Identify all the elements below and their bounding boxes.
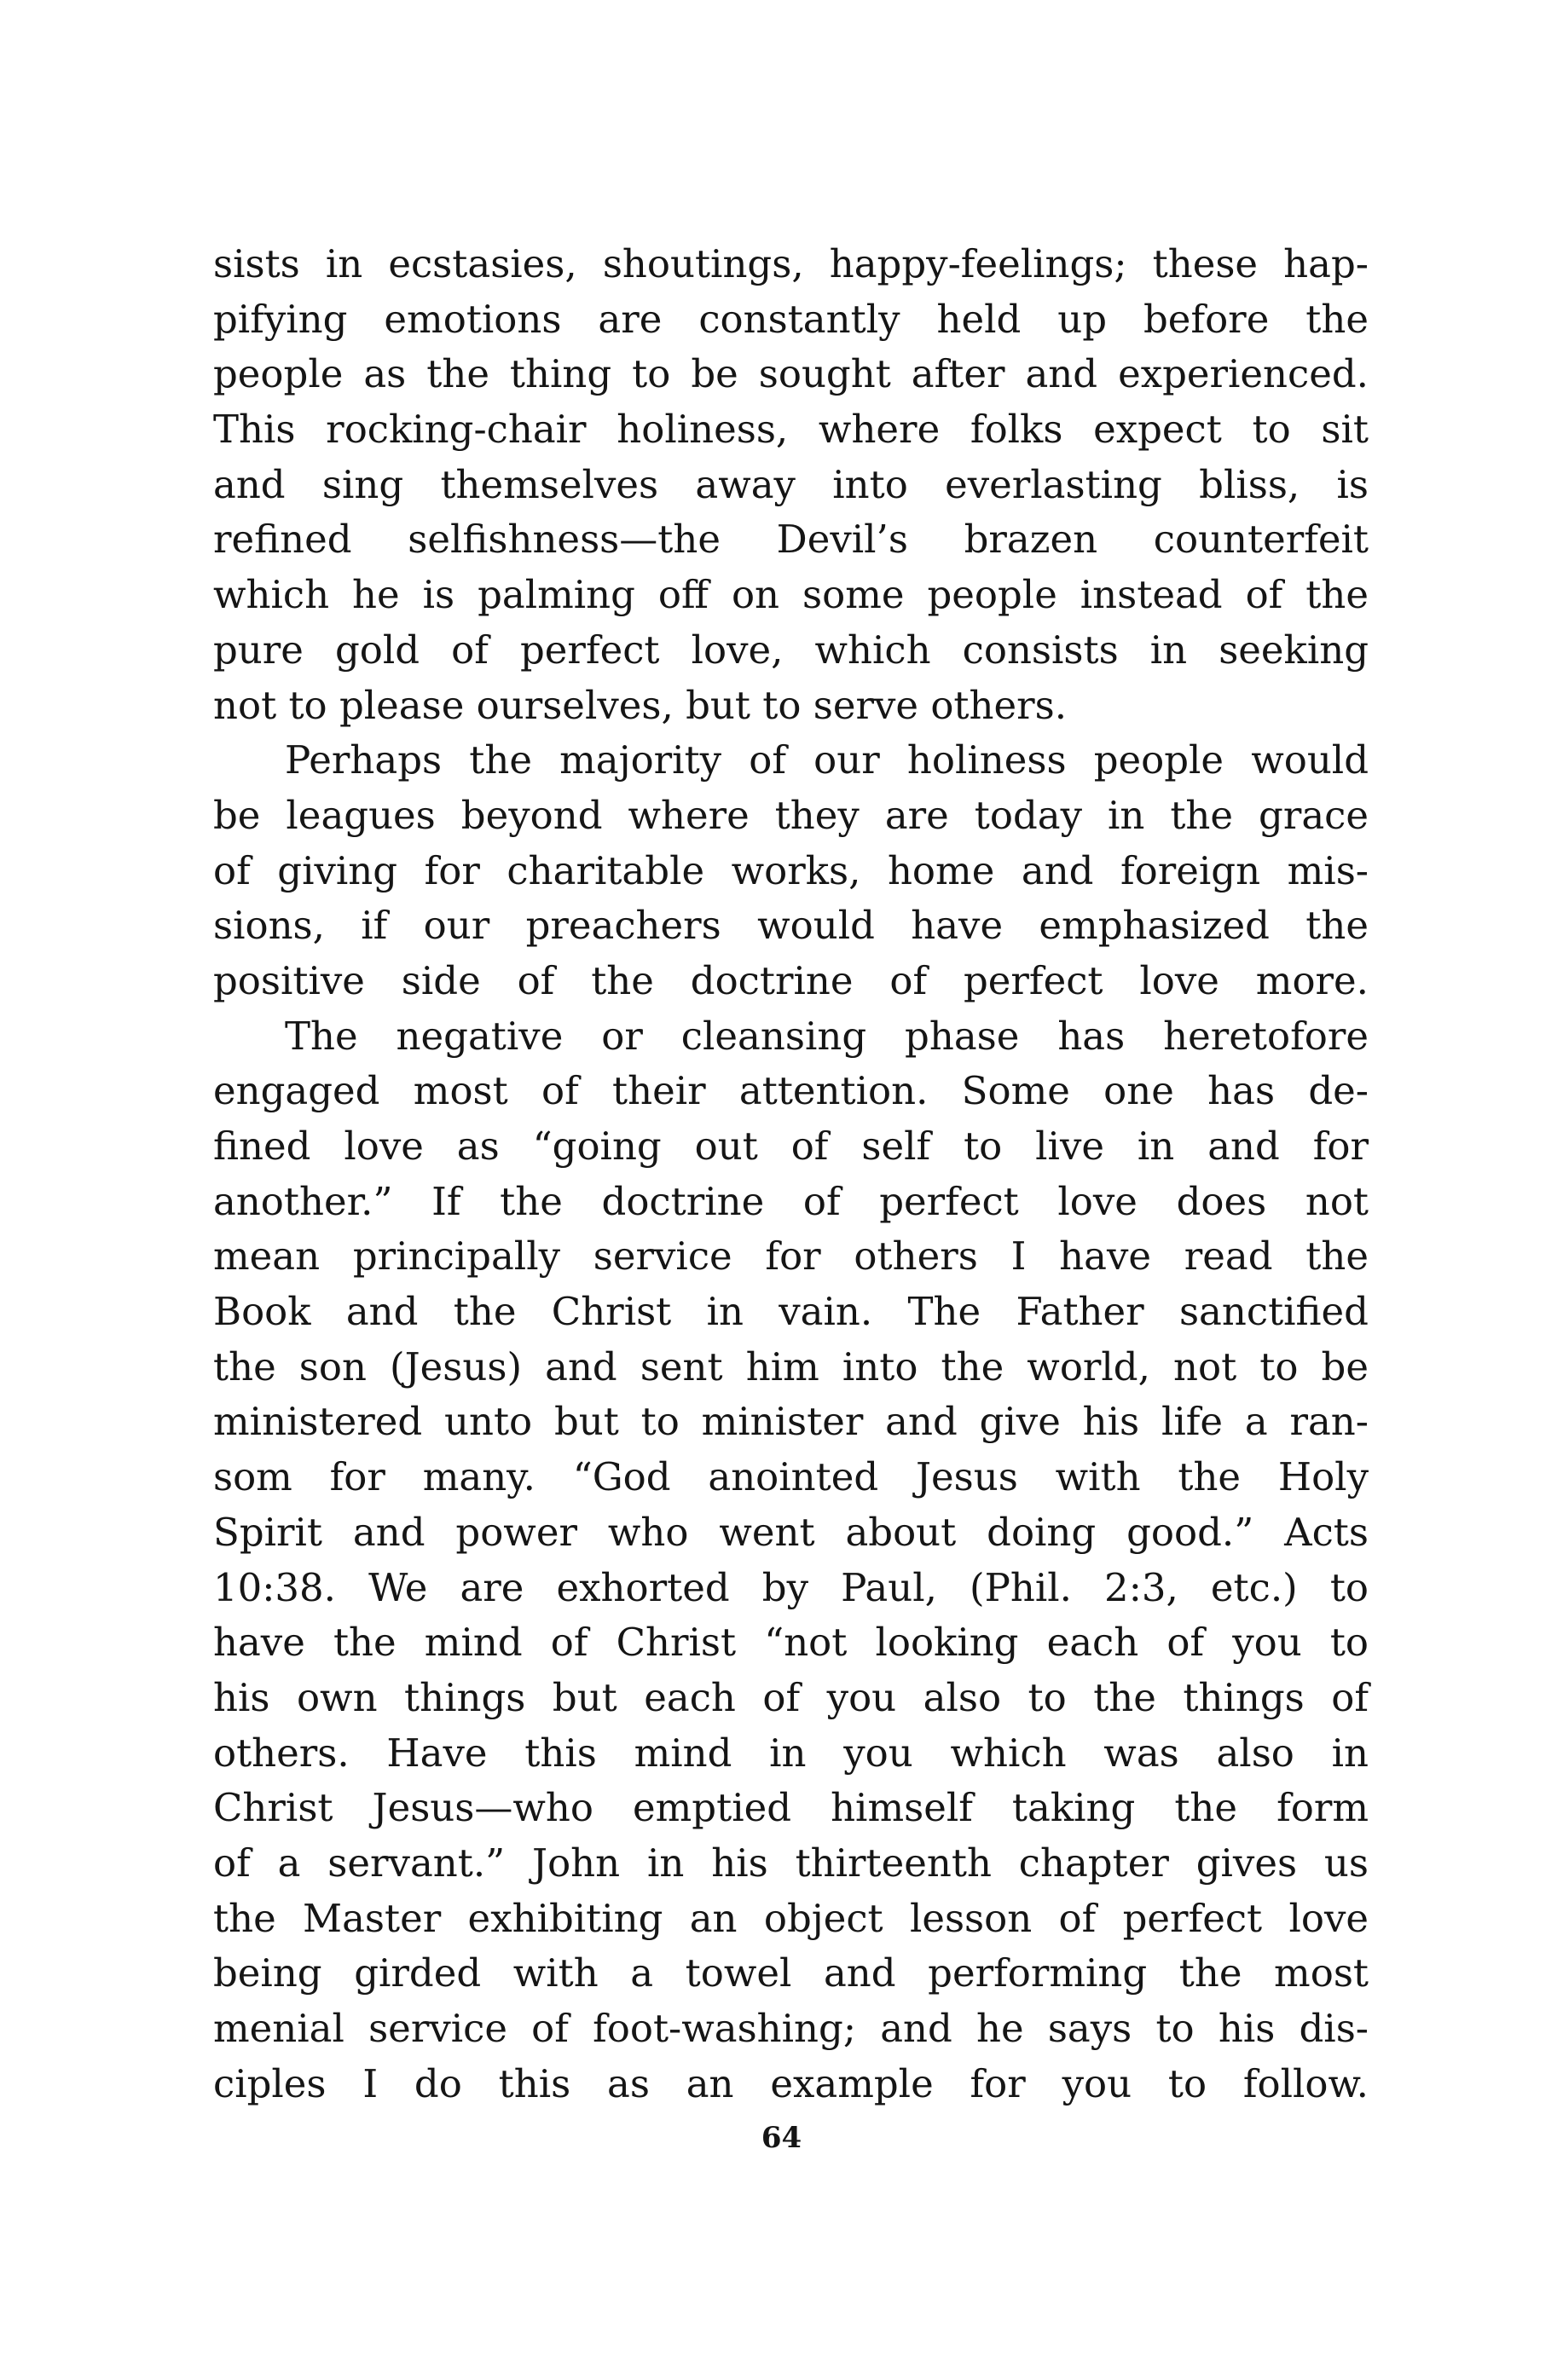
- text-line: ministered unto but to minister and give his life a ran-: [213, 1399, 1369, 1445]
- text-line: mean principally service for others I have read the: [213, 1233, 1369, 1280]
- text-line: the Master exhibiting an object lesson of perfect love: [213, 1895, 1369, 1941]
- text-line: pure gold of perfect love, which consists in seeking: [213, 627, 1369, 673]
- text-line: sions, if our preachers would have emphasized the: [213, 903, 1369, 949]
- text-line: people as the thing to be sought after and experienced.: [213, 351, 1369, 397]
- text-line: the son (Jesus) and sent him into the world, not to be: [213, 1343, 1369, 1389]
- text-line: of giving for charitable works, home and foreign mis-: [213, 847, 1369, 893]
- text-line: engaged most of their attention. Some one has de-: [213, 1068, 1369, 1114]
- text-line: Book and the Christ in vain. The Father sanctified: [213, 1289, 1369, 1335]
- text-line: another.” If the doctrine of perfect love does not: [213, 1178, 1369, 1224]
- text-line: ciples I do this as an example for you to follow.: [213, 2060, 1369, 2106]
- text-line: not to please ourselves, but to serve others.: [213, 682, 1068, 728]
- body-text: [213, 237, 1369, 2111]
- text-line: of a servant.” John in his thirteenth chapter gives us: [213, 1840, 1369, 1886]
- text-line: refined selfishness—the Devil’s brazen counterfeit: [213, 517, 1369, 563]
- text-line: and sing themselves away into everlasting bliss, is: [213, 461, 1369, 507]
- text-line: being girded with a towel and performing the most: [213, 1950, 1369, 1996]
- text-line: sists in ecstasies, shoutings, happy-feelings; these hap-: [213, 241, 1369, 286]
- text-line: have the mind of Christ “not looking each of you to: [213, 1620, 1369, 1666]
- text-line: som for many. “God anointed Jesus with the Holy: [213, 1454, 1369, 1500]
- text-line: Spirit and power who went about doing good.” Acts: [213, 1509, 1369, 1555]
- text-line: menial service of foot-washing; and he says to his dis-: [213, 2006, 1369, 2051]
- text-line: be leagues beyond where they are today in the grace: [213, 792, 1369, 838]
- text-line: pifying emotions are constantly held up before the: [213, 296, 1369, 342]
- text-line: 10:38. We are exhorted by Paul, (Phil. 2:3, etc.) to: [213, 1564, 1369, 1610]
- text-line: This rocking-chair holiness, where folks expect to sit: [213, 407, 1369, 453]
- page-number: 64: [761, 2121, 802, 2155]
- text-line: his own things but each of you also to the things of: [213, 1674, 1369, 1720]
- text-line: which he is palming off on some people instead of the: [213, 572, 1369, 618]
- text-line: fined love as “going out of self to live in and for: [213, 1124, 1369, 1169]
- text-line: others. Have this mind in you which was also in: [213, 1730, 1369, 1776]
- paragraph-start-line: The negative or cleansing phase has heretofore: [285, 1013, 1369, 1059]
- paragraph-start-line: Perhaps the majority of our holiness people would: [285, 737, 1369, 783]
- text-line: Christ Jesus—who emptied himself taking the form: [213, 1785, 1369, 1831]
- text-line: positive side of the doctrine of perfect love more.: [213, 957, 1369, 1003]
